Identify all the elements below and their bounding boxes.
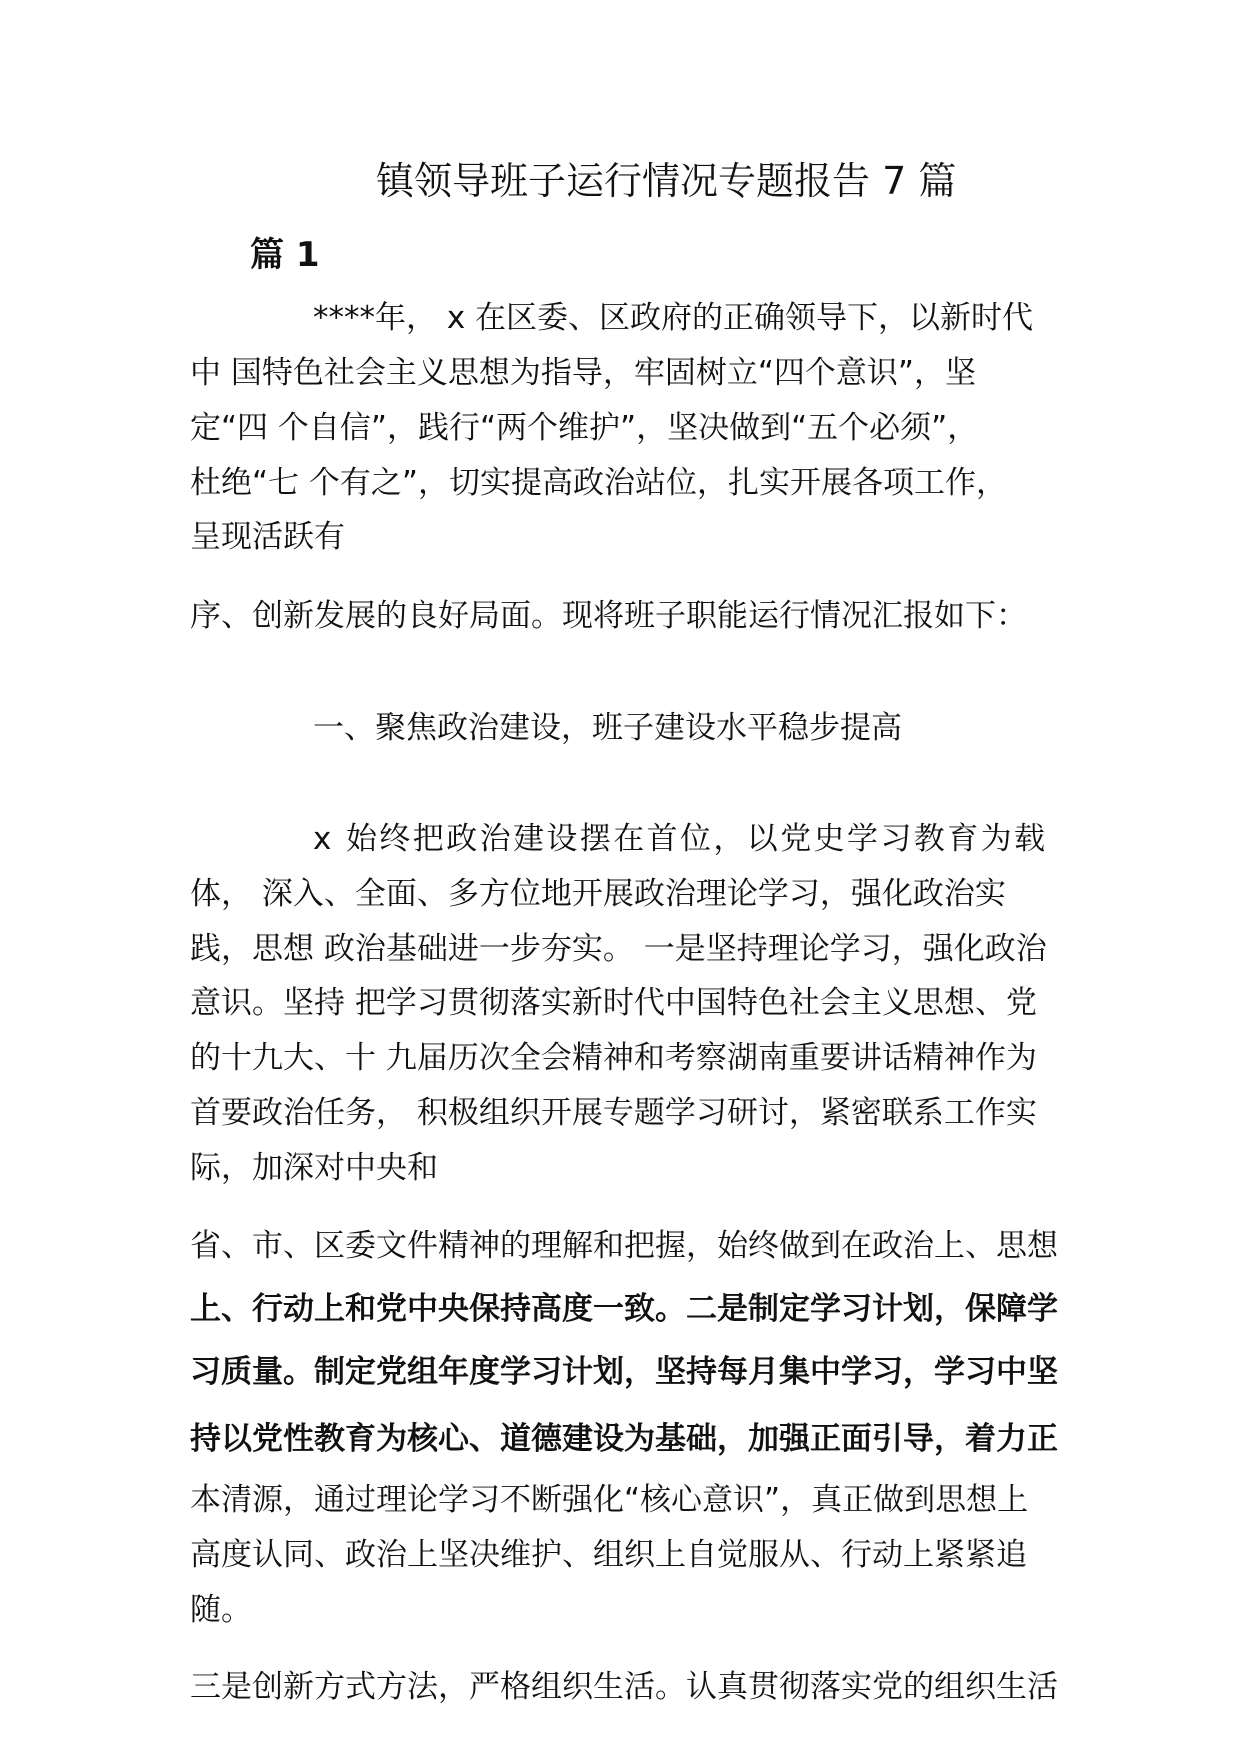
paragraph-line-bold: 上、行动上和党中央保持高度一致。二是制定学习计划，保障学 [190, 1291, 1058, 1327]
paragraph-line: 中 国特色社会主义思想为指导，牢固树立“四个意识”，坚 [190, 355, 976, 391]
paragraph-line: 呈现活跃有 [190, 519, 345, 555]
paragraph-line: 三是创新方式方法，严格组织生活。认真贯彻落实党的组织生活 [190, 1669, 1058, 1705]
paragraph-line: 随。 [190, 1592, 252, 1628]
paragraph-line: 序、创新发展的良好局面。现将班子职能运行情况汇报如下： [190, 598, 1027, 634]
chapter-heading: 篇 1 [250, 235, 320, 275]
paragraph-line: 体， 深入、全面、多方位地开展政治理论学习，强化政治实 [190, 876, 1006, 912]
paragraph-line: 本清源，通过理论学习不断强化“核心意识”，真正做到思想上 [190, 1482, 1029, 1518]
paragraph-line: 首要政治任务， 积极组织开展专题学习研讨，紧密联系工作实 [190, 1095, 1037, 1131]
paragraph-line: ****年， x 在区委、区政府的正确领导下，以新时代 [313, 300, 1034, 336]
paragraph-line: x 始终把政治建设摆在首位，以党史学习教育为载 [313, 821, 1048, 857]
paragraph-line: 杜绝“七 个有之”，切实提高政治站位，扎实开展各项工作， [190, 465, 1007, 501]
paragraph-line: 意识。坚持 把学习贯彻落实新时代中国特色社会主义思想、党 [190, 985, 1037, 1021]
paragraph-line: 定“四 个自信”，践行“两个维护”，坚决做到“五个必须”， [190, 410, 979, 446]
paragraph-line: 际，加深对中央和 [190, 1150, 438, 1186]
document-title: 镇领导班子运行情况专题报告 7 篇 [376, 159, 957, 203]
section-heading: 一、聚焦政治建设，班子建设水平稳步提高 [313, 710, 902, 746]
paragraph-line: 的十九大、十 九届历次全会精神和考察湖南重要讲话精神作为 [190, 1040, 1037, 1076]
paragraph-line-bold: 习质量。制定党组年度学习计划，坚持每月集中学习，学习中坚 [190, 1354, 1058, 1390]
paragraph-line: 省、市、区委文件精神的理解和把握，始终做到在政治上、思想 [190, 1228, 1058, 1264]
paragraph-line: 高度认同、政治上坚决维护、组织上自觉服从、行动上紧紧追 [190, 1537, 1027, 1573]
paragraph-line: 践，思想 政治基础进一步夯实。 一是坚持理论学习，强化政治 [190, 931, 1047, 967]
paragraph-line-bold: 持以党性教育为核心、道德建设为基础，加强正面引导，着力正 [190, 1421, 1058, 1457]
